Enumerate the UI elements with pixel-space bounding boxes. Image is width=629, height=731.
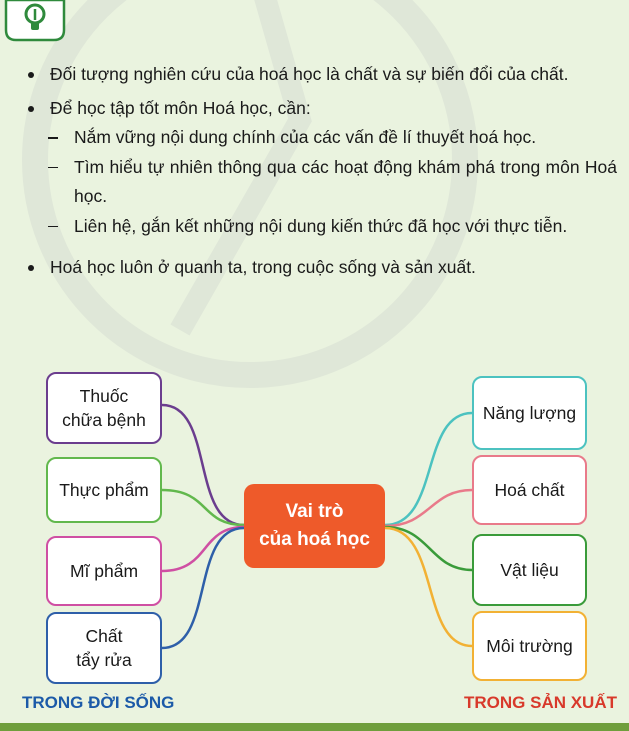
life-item-medicine (46, 372, 162, 444)
box-label: tẩy rửa (76, 650, 132, 670)
dash-item: Nắm vững nội dung chính của các vấn đề lí thuyết hoá học. (22, 123, 617, 153)
box-label: Thuốc (79, 386, 129, 406)
box-label: Chất (85, 626, 123, 646)
box-label: Môi trường (486, 636, 573, 656)
box-label: chữa bệnh (62, 410, 146, 430)
center-topic (244, 484, 385, 568)
production-item-energy (472, 376, 587, 450)
bullet-item: Để học tập tốt môn Hoá học, cần: (22, 94, 617, 124)
life-item-detergent (46, 612, 162, 684)
production-item-chemicals (472, 455, 587, 525)
footer-life-label: TRONG ĐỜI SỐNG (22, 693, 175, 712)
box-label: Mĩ phẩm (69, 561, 139, 581)
dash-item: Tìm hiểu tự nhiên thông qua các hoạt động khám phá trong môn Hoá học. (22, 153, 617, 212)
bullet-item: Đối tượng nghiên cứu của hoá học là chất và sự biến đổi của chất. (22, 60, 617, 90)
box-label: Vật liệu (500, 560, 559, 580)
life-item-food (46, 457, 162, 523)
life-item-cosmetics (46, 536, 162, 606)
box-label: Năng lượng (482, 403, 577, 423)
box-label: Hoá chất (494, 480, 565, 500)
bullet-item: Hoá học luôn ở quanh ta, trong cuộc sống và sản xuất. (22, 253, 617, 283)
box-label: Thực phẩm (59, 480, 149, 500)
center-label: Vai trò (285, 501, 344, 522)
dash-item: Liên hệ, gắn kết những nội dung kiến thức đã học với thực tiễn. (22, 212, 617, 242)
footer-production-label: TRONG SẢN XUẤT (464, 693, 617, 712)
production-item-materials (472, 534, 587, 606)
center-label: của hoá học (259, 529, 370, 550)
production-item-environment (472, 611, 587, 681)
panel-bottom-bar (0, 723, 629, 731)
